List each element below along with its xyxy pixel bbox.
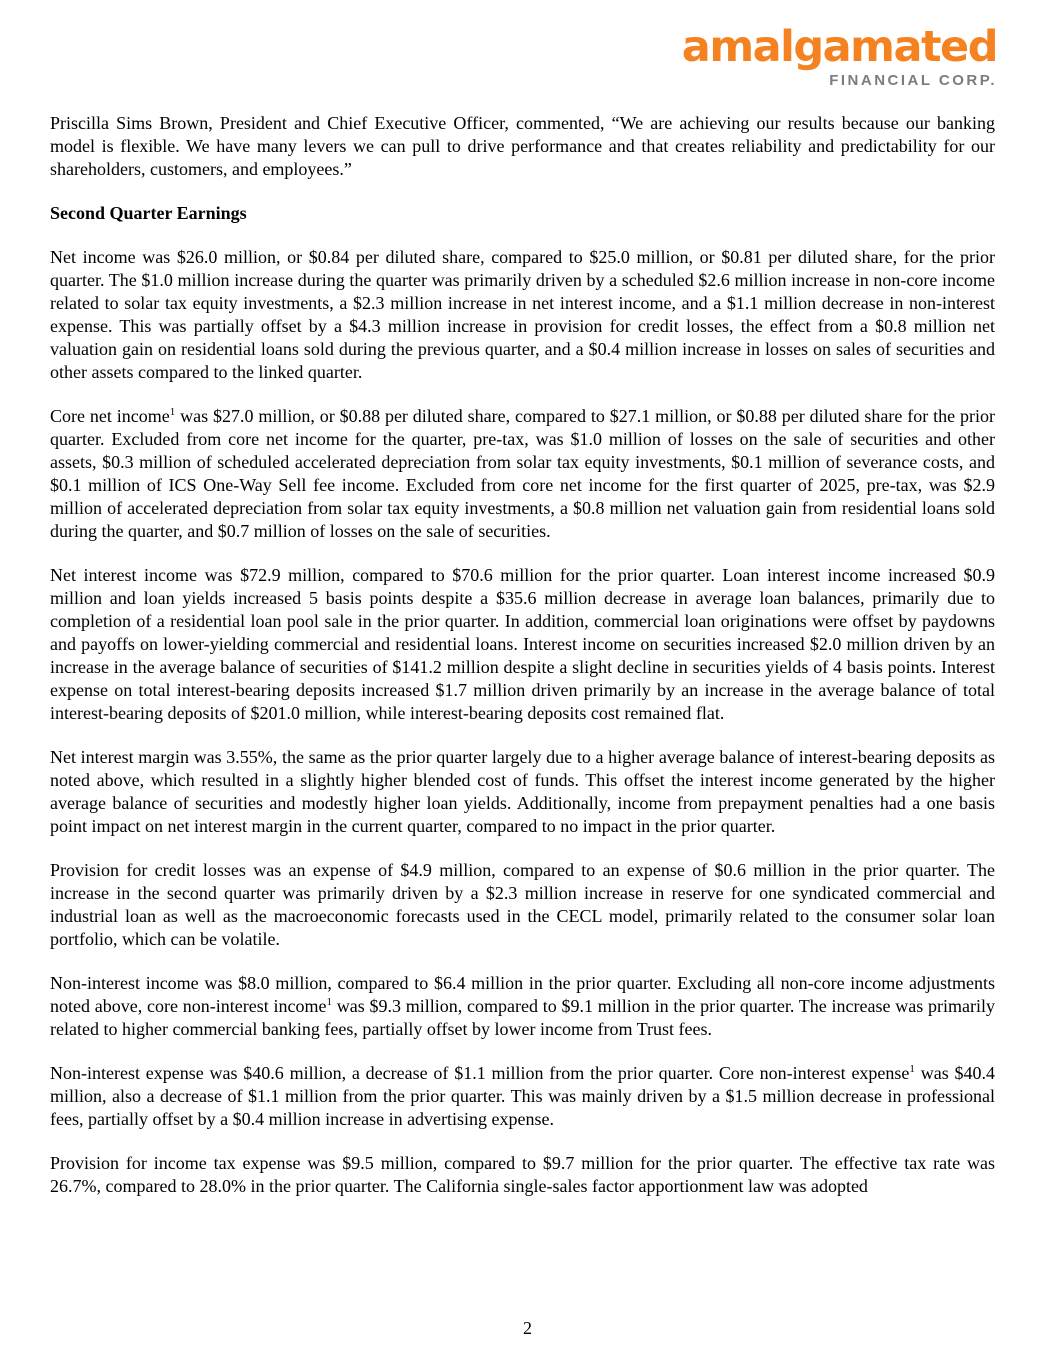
logo-subtitle: FINANCIAL CORP.: [829, 72, 997, 89]
paragraph: Core net income$^1$ was $27.0 million, or $0.88 per diluted share, compared to $27.1 million, or $0.88 per diluted share for the prior quarter. Excluded from core net income for the quarter, pre-tax, was $1.0 million of losses on the sale of securities and other assets, $0.3 million of scheduled accelerated depreciation from solar tax equity investments, $0.1 million of severance costs, and $0.1 million of ICS One-Way Sell fee income. Excluded from core net income for the first quarter of 2025, pre-tax, was $2.9 million of accelerated depreciation from solar tax equity investments, a $0.8 million net valuation gain from residential loans sold during the quarter, and $0.7 million of losses on the sale of securities.: [50, 406, 995, 541]
document-body: [50, 112, 995, 1219]
paragraph: Provision for credit losses was an expense of $4.9 million, compared to an expense of $0.6 million in the prior quarter. The increase in the second quarter was primarily driven by a $2.3 million increase in reserve for one syndicated commercial and industrial loan as well as the macroeconomic forecasts used in the CECL model, primarily related to the consumer solar loan portfolio, which can be volatile.: [50, 860, 995, 949]
paragraph: Non-interest income was $8.0 million, compared to $6.4 million in the prior quarter. Excluding all non-core income adjustments noted above, core non-interest income$^1$ was $9.3 million, compared to $9.1 million in the prior quarter. The increase was primarily related to higher commercial banking fees, partially offset by lower income from Trust fees.: [50, 973, 995, 1039]
logo-brand: amalgamated: [681, 22, 997, 72]
footnote-reference: 1: [326, 996, 332, 1008]
section-heading: Second Quarter Earnings: [50, 203, 247, 223]
paragraph: Net income was $26.0 million, or $0.84 per diluted share, compared to $25.0 million, or $0.81 per diluted share, for the prior quarter. The $1.0 million increase during the quarter was primarily driven by a scheduled $2.6 million increase in non-core income related to solar tax equity investments, a $2.3 million increase in net interest income, and a $1.1 million decrease in non-interest expense. This was partially offset by a $4.3 million increase in provision for credit losses, the effect from a $0.8 million net valuation gain on residential loans sold during the previous quarter, and a $0.4 million increase in losses on sales of securities and other assets compared to the linked quarter.: [50, 247, 995, 382]
page-number: 2: [523, 1318, 532, 1338]
paragraph: Non-interest expense was $40.6 million, a decrease of $1.1 million from the prior quarter. Core non-interest expense$^1$ was $40.4 million, also a decrease of $1.1 million from the prior quarter. This was mainly driven by a $1.5 million decrease in professional fees, partially offset by a $0.4 million increase in advertising expense.: [50, 1063, 995, 1129]
paragraph: Priscilla Sims Brown, President and Chief Executive Officer, commented, “We are achieving our results because our banking model is flexible. We have many levers we can pull to drive performance and that creates reliability and predictability for our shareholders, customers, and employees.”: [50, 113, 995, 179]
footnote-reference: 1: [909, 1063, 915, 1075]
footnote-reference: 1: [169, 406, 176, 418]
paragraph: Net interest margin was 3.55%, the same as the prior quarter largely due to a higher average balance of interest-bearing deposits as noted above, which resulted in a slightly higher blended cost of funds. This offset the interest income generated by the higher average balance of securities and modestly higher loan yields. Additionally, income from prepayment penalties had a one basis point impact on net interest margin in the current quarter, compared to no impact in the prior quarter.: [50, 747, 995, 836]
company-logo: [681, 22, 997, 89]
paragraph: Provision for income tax expense was $9.5 million, compared to $9.7 million for the prior quarter. The effective tax rate was 26.7%, compared to 28.0% in the prior quarter. The California single-sales factor apportionment law was adopted: [50, 1153, 995, 1196]
paragraph: Net interest income was $72.9 million, compared to $70.6 million for the prior quarter. Loan interest income increased $0.9 million and loan yields increased 5 basis points despite a $35.6 million decrease in average loan balances, primarily due to completion of a residential loan pool sale in the prior quarter. In addition, commercial loan originations were offset by paydowns and payoffs on lower-yielding commercial and residential loans. Interest income on securities increased $2.0 million driven by an increase in the average balance of securities of $141.2 million despite a slight decline in securities yields of 4 basis points. Interest expense on total interest-bearing deposits increased $1.7 million driven primarily by an increase in the average balance of total interest-bearing deposits of $201.0 million, while interest-bearing deposits cost remained flat.: [50, 565, 995, 723]
